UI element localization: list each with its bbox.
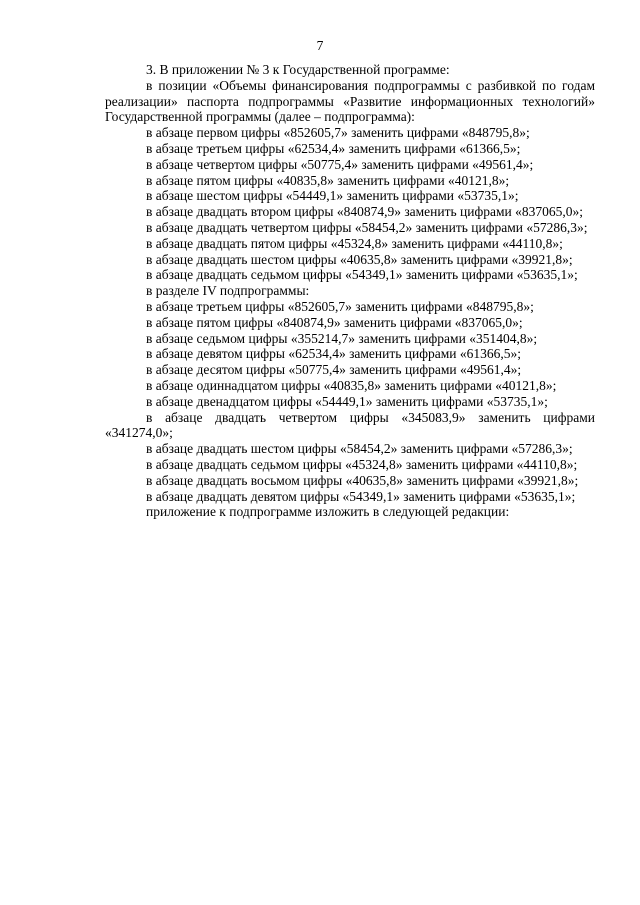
paragraph: в абзаце двадцать четвертом цифры «58454,2» заменить цифрами «57286,3»; xyxy=(146,219,588,235)
page-number: 7 xyxy=(316,38,324,53)
paragraph: 3. В приложении № 3 к Государственной программе: xyxy=(146,62,450,77)
paragraph: в абзаце пятом цифры «840874,9» заменить цифрами «837065,0»; xyxy=(146,314,523,330)
paragraph: в абзаце двадцать девятом цифры «54349,1» заменить цифрами «53635,1»; xyxy=(146,488,576,504)
paragraph: в абзаце двадцать седьмом цифры «54349,1» заменить цифрами «53635,1»; xyxy=(146,267,578,283)
paragraph: приложение к подпрограмме изложить в следующей редакции: xyxy=(146,504,510,520)
paragraph: в абзаце шестом цифры «54449,1» заменить цифрами «53735,1»; xyxy=(146,188,519,204)
paragraph: в абзаце двадцать четвертом цифры «345083,9» заменить цифрами «341274,0»; xyxy=(105,409,595,441)
paragraph: в абзаце двадцать седьмом цифры «45324,8» заменить цифрами «44110,8»; xyxy=(146,456,578,472)
paragraph: в абзаце одиннадцатом цифры «40835,8» заменить цифрами «40121,8»; xyxy=(146,377,557,393)
paragraph: в абзаце седьмом цифры «355214,7» заменить цифрами «351404,8»; xyxy=(146,330,538,346)
paragraph: в абзаце двадцать втором цифры «840874,9» заменить цифрами «837065,0»; xyxy=(146,204,584,220)
paragraph: в абзаце двадцать шестом цифры «40635,8» заменить цифрами «39921,8»; xyxy=(146,251,573,267)
paragraph: в абзаце девятом цифры «62534,4» заменить цифрами «61366,5»; xyxy=(146,346,522,362)
paragraph: в абзаце двадцать пятом цифры «45324,8» заменить цифрами «44110,8»; xyxy=(146,235,563,251)
document-body xyxy=(105,62,595,520)
paragraph: в абзаце третьем цифры «852605,7» заменить цифрами «848795,8»; xyxy=(146,298,534,314)
paragraph: в абзаце десятом цифры «50775,4» заменить цифрами «49561,4»; xyxy=(146,362,522,378)
paragraph: в абзаце двадцать шестом цифры «58454,2» заменить цифрами «57286,3»; xyxy=(146,441,573,457)
paragraph: в абзаце двенадцатом цифры «54449,1» заменить цифрами «53735,1»; xyxy=(146,393,548,409)
paragraph: в абзаце четвертом цифры «50775,4» заменить цифрами «49561,4»; xyxy=(146,156,534,172)
paragraph: в абзаце третьем цифры «62534,4» заменить цифрами «61366,5»; xyxy=(146,140,521,156)
paragraph: в разделе IV подпрограммы: xyxy=(146,283,310,299)
paragraph: в абзаце двадцать восьмом цифры «40635,8» заменить цифрами «39921,8»; xyxy=(146,472,579,488)
paragraph: в абзаце первом цифры «852605,7» заменить цифрами «848795,8»; xyxy=(146,125,530,141)
paragraph: в позиции «Объемы финансирования подпрограммы с разбивкой по годам реализации» паспорта подпрограммы «Развитие информационных технологий» Государственной программы (далее – подпрограмма): xyxy=(105,77,595,125)
paragraph: в абзаце пятом цифры «40835,8» заменить цифрами «40121,8»; xyxy=(146,172,510,188)
